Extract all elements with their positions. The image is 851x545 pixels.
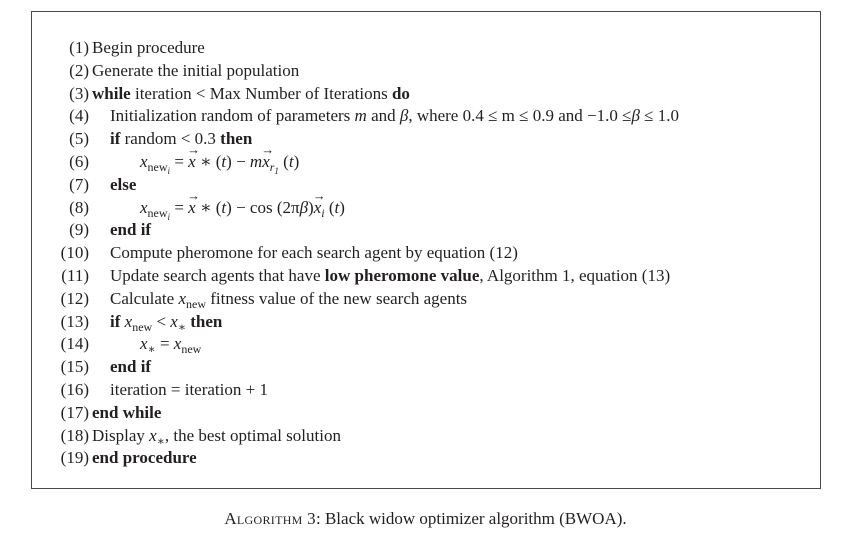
line-number-cell (32, 105, 89, 127)
algorithm-line (32, 128, 820, 150)
variable: x (170, 311, 178, 331)
caption-text: : Black widow optimizer algorithm (BWOA). (315, 509, 627, 528)
subscript: ∗ (177, 319, 186, 334)
line-text (110, 356, 151, 378)
text-fragment: ) (339, 197, 345, 217)
line-number-cell (32, 265, 89, 287)
line-number-cell (32, 356, 89, 378)
line-number-cell (32, 174, 89, 196)
subscript: i (167, 166, 171, 176)
vector-symbol: → x (262, 151, 270, 173)
keyword: end if (110, 220, 152, 240)
keyword: then (220, 129, 253, 149)
keyword: end if (110, 357, 152, 377)
variable: x (149, 425, 157, 445)
text-fragment: t (288, 152, 294, 171)
line-number: (3) (69, 83, 89, 103)
line-number: (18) (60, 425, 89, 445)
subscript: r1 (269, 160, 279, 176)
text-fragment: ) (308, 197, 314, 217)
keyword: low pheromone value (324, 266, 480, 285)
line-number: (10) (60, 243, 89, 263)
algorithm-line (32, 356, 820, 378)
line-number: (9) (69, 220, 89, 240)
line-number: (15) (60, 357, 89, 377)
algorithm-caption (0, 509, 851, 529)
line-number: (8) (69, 197, 89, 217)
caption-label: Algorithm 3 (224, 509, 316, 528)
line-number: (7) (69, 174, 89, 194)
keyword: while (92, 83, 131, 103)
line-text (92, 447, 197, 469)
subscript: i (321, 205, 325, 220)
line-number: (1) (69, 38, 89, 57)
line-number-cell (32, 60, 89, 82)
subscript: new (132, 319, 153, 334)
keyword: if (110, 129, 121, 149)
line-number: (2) (69, 60, 89, 80)
algorithm-line (32, 83, 820, 105)
keyword: end while (92, 402, 162, 422)
text-fragment: t (221, 152, 227, 171)
line-number-cell (32, 379, 89, 401)
line-number-cell (32, 311, 89, 333)
line-number-cell (32, 219, 89, 241)
line-number-cell (32, 83, 89, 105)
variable: x (140, 334, 148, 354)
subscript: newi (147, 160, 171, 176)
text-fragment: Compute pheromone for each search agent by equation (12) (110, 243, 518, 263)
text-fragment: fitness value of the new search agents (206, 288, 468, 308)
algorithm-line (32, 219, 820, 241)
text-fragment: β (399, 106, 409, 126)
line-number-cell (32, 197, 89, 219)
text-fragment: ≤ 1.0 (639, 106, 680, 126)
line-number: (4) (69, 106, 89, 126)
keyword: do (391, 83, 410, 103)
algorithm-line (32, 447, 820, 469)
algorithm-line (32, 265, 820, 287)
text-fragment: = (155, 334, 174, 354)
subscript: 1 (274, 166, 279, 176)
variable: x (173, 334, 182, 354)
text-fragment: Calculate (110, 288, 179, 308)
text-fragment: t (334, 197, 340, 217)
line-number-cell (32, 128, 89, 150)
algorithm-line (32, 105, 820, 127)
text-fragment: Update search agents that have (110, 266, 325, 285)
line-text (92, 83, 410, 105)
text-fragment: β (299, 197, 309, 217)
algorithm-line (32, 151, 820, 176)
line-number: (12) (60, 288, 89, 308)
text-fragment: t (221, 197, 227, 217)
vector-symbol: → x (188, 197, 196, 219)
line-number: (11) (61, 266, 89, 285)
variable: x (178, 288, 186, 308)
text-fragment: ( (278, 152, 289, 171)
subscript: new (181, 342, 202, 357)
text-fragment: ) (293, 152, 300, 171)
text-fragment: , the best optimal solution (164, 425, 341, 445)
subscript: ∗ (156, 433, 165, 448)
text-fragment: Initialization random of parameters (110, 106, 355, 126)
line-text (92, 60, 299, 82)
text-fragment: ) − cos (2π (226, 197, 300, 217)
text-fragment: iteration < Max Number of Iterations (130, 83, 392, 103)
line-number-cell (32, 333, 89, 355)
line-text (110, 174, 136, 196)
line-number: (16) (60, 380, 89, 399)
line-number-cell (32, 288, 89, 310)
line-number-cell (32, 151, 89, 173)
text-fragment: = (170, 197, 189, 217)
line-text (92, 37, 205, 59)
line-text (92, 402, 161, 424)
text-fragment: < (152, 311, 171, 331)
subscript: newi (147, 205, 171, 222)
algorithm-line (32, 174, 820, 196)
vector-symbol: → x (188, 151, 196, 173)
text-fragment: Display (92, 425, 150, 445)
line-number-cell (32, 402, 89, 424)
line-number: (14) (60, 334, 89, 354)
line-number: (6) (69, 152, 89, 171)
text-fragment: random < 0.3 (120, 129, 221, 149)
variable: x (140, 152, 148, 171)
subscript: ∗ (147, 342, 156, 357)
line-text (110, 242, 518, 264)
text-fragment: β (631, 106, 640, 126)
algorithm-line (32, 425, 820, 447)
algorithm-line (32, 288, 820, 310)
algorithm-box (31, 11, 821, 489)
vector-symbol: → x (314, 197, 322, 219)
subscript: i (167, 211, 171, 222)
line-number-cell (32, 37, 89, 59)
line-number: (5) (69, 129, 89, 149)
algorithm-line (32, 242, 820, 264)
line-number: (19) (60, 448, 89, 468)
keyword: end procedure (92, 448, 197, 468)
keyword: if (110, 311, 121, 331)
algorithm-line (32, 311, 820, 333)
subscript: new (186, 296, 206, 311)
line-text (110, 219, 151, 241)
text-fragment: Generate the initial population (92, 60, 300, 80)
variable: x (124, 311, 133, 331)
keyword: else (110, 174, 137, 194)
text-fragment: Begin procedure (92, 38, 205, 57)
text-fragment: , where 0.4 ≤ m ≤ 0.9 and −1.0 ≤ (408, 106, 632, 126)
line-number-cell (32, 242, 89, 264)
line-text (110, 105, 679, 127)
keyword: then (190, 311, 223, 331)
text-fragment: , Algorithm 1, equation (13) (479, 266, 671, 285)
line-text (110, 265, 670, 287)
text-fragment: ( (324, 197, 335, 217)
line-number: (17) (60, 402, 89, 422)
algorithm-line (32, 60, 820, 82)
text-fragment: ∗ ( (195, 152, 222, 171)
algorithm-line (32, 197, 820, 222)
variable: x (140, 197, 148, 217)
text-fragment: ) − (226, 152, 250, 171)
text-fragment: ∗ ( (195, 197, 222, 217)
text-fragment: iteration = iteration + 1 (110, 380, 268, 399)
algorithm-line (32, 402, 820, 424)
line-text (110, 128, 252, 150)
algorithm-line (32, 379, 820, 401)
algorithm-line (32, 37, 820, 59)
line-number: (13) (60, 311, 89, 331)
line-text (110, 379, 268, 401)
text-fragment: m (249, 152, 263, 171)
algorithm-line (32, 333, 820, 355)
line-number-cell (32, 447, 89, 469)
line-number-cell (32, 425, 89, 447)
text-fragment: m (354, 106, 367, 126)
text-fragment: and (366, 106, 400, 126)
text-fragment: = (170, 152, 189, 171)
